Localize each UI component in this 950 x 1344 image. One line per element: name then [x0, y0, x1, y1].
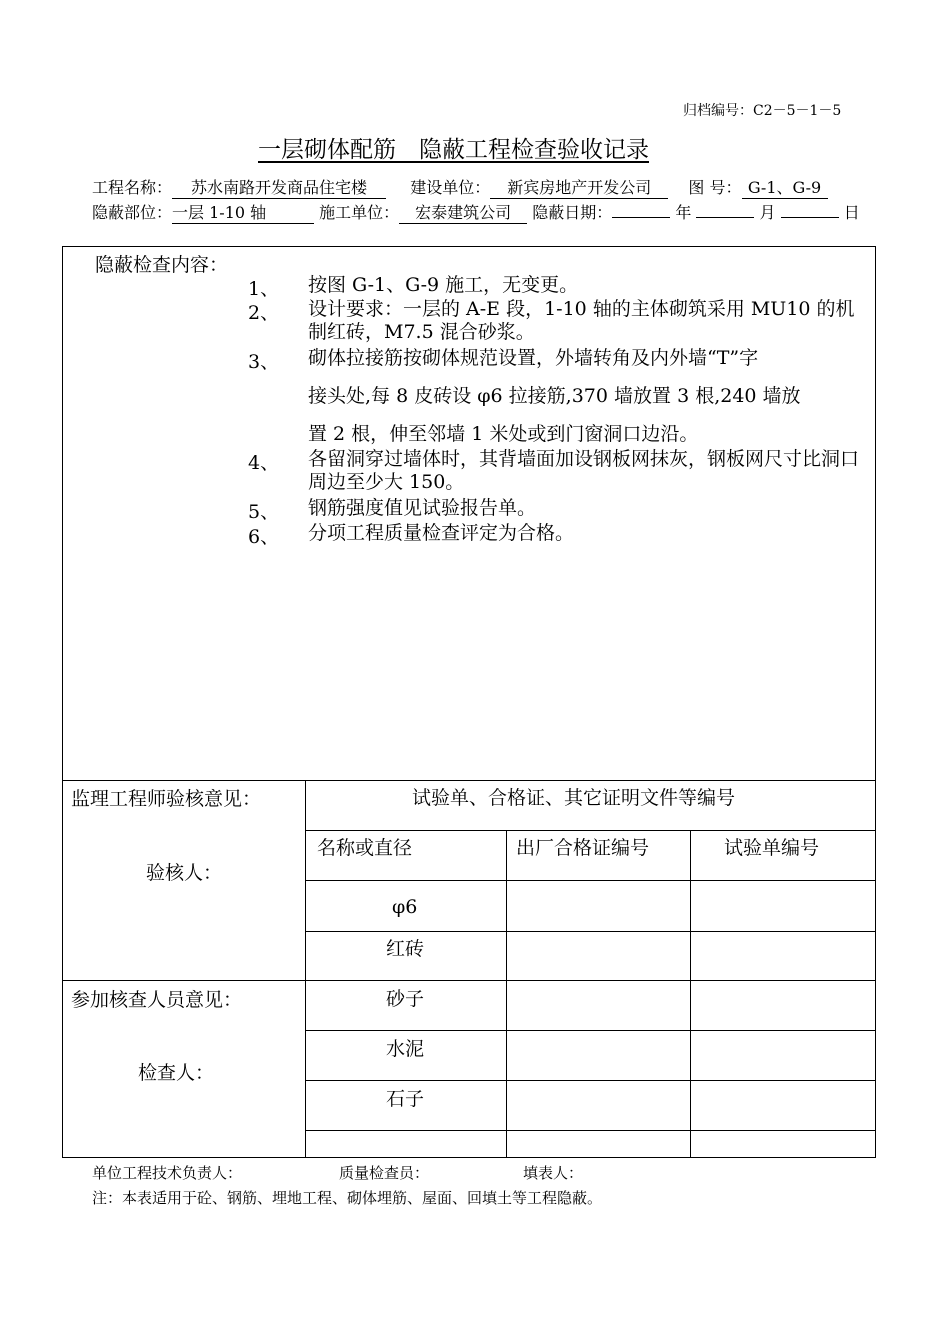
participants-opinion-label: 参加核查人员意见： — [71, 989, 243, 1011]
project-name-value: 苏水南路开发商品住宅楼 — [172, 175, 386, 199]
column-header-test: 试验单编号 — [724, 837, 820, 859]
table-row-name-3: 砂子 — [386, 988, 425, 1010]
item-number: 5、 — [248, 501, 280, 523]
divider-left-sections — [62, 980, 306, 981]
item-number: 2、 — [248, 302, 280, 324]
column-header-cert: 出厂合格证编号 — [516, 837, 650, 859]
item-text: 钢筋强度值见试验报告单。 — [308, 497, 537, 519]
date-day-label: 日 — [843, 203, 860, 222]
item-number: 3、 — [248, 351, 280, 373]
drawing-label: 图 号： — [688, 178, 742, 197]
date-year-blank — [612, 217, 670, 218]
divider-left-column — [305, 780, 306, 1157]
grid-line-7 — [305, 1130, 875, 1131]
grid-col-1 — [506, 830, 507, 1157]
project-name-label: 工程名称： — [92, 178, 173, 197]
location-value: 一层 1-10 轴 — [172, 200, 314, 224]
item-text: 设计要求：一层的 A-E 段，1-10 轴的主体砌筑采用 MU10 的机制红砖，M7.5 混合砂浆。 — [308, 298, 855, 343]
contractor-label: 施工单位： — [319, 203, 400, 222]
page-title: 一层砌体配筋 隐蔽工程检查验收记录 — [258, 137, 649, 163]
drawing-value: G-1、G-9 — [742, 175, 828, 199]
docs-table-title: 试验单、合格证、其它证明文件等编号 — [412, 787, 736, 809]
date-month-label: 月 — [759, 203, 776, 222]
supervisor-signer-label: 验核人： — [146, 862, 223, 884]
column-header-name: 名称或直径 — [317, 837, 413, 859]
location-label: 隐蔽部位： — [92, 203, 173, 222]
grid-line-1 — [305, 830, 875, 831]
date-day-blank — [781, 217, 839, 218]
location-row — [92, 200, 860, 224]
supervisor-opinion-label: 监理工程师验核意见： — [71, 788, 262, 810]
grid-line-6 — [305, 1080, 875, 1081]
grid-line-5 — [305, 1030, 875, 1031]
filler-label: 填表人： — [523, 1164, 584, 1182]
item-text: 各留洞穿过墙体时，其背墙面加设钢板网抹灰，钢板网尺寸比洞口周边至少大 150。 — [308, 448, 860, 493]
item-text: 分项工程质量检查评定为合格。 — [308, 522, 575, 544]
item-text-line-3: 置 2 根，伸至邻墙 1 米处或到门窗洞口边沿。 — [308, 423, 699, 445]
grid-line-2 — [305, 880, 875, 881]
item-number: 6、 — [248, 526, 280, 548]
grid-line-4 — [305, 980, 875, 981]
table-row-name-2: 红砖 — [386, 938, 425, 960]
tech-lead-label: 单位工程技术负责人： — [92, 1164, 243, 1182]
archive-number: 归档编号：C2－5－1－5 — [683, 103, 842, 119]
date-year-label: 年 — [675, 203, 692, 222]
grid-col-2 — [690, 830, 691, 1157]
builder-label: 建设单位： — [410, 178, 491, 197]
footnote: 注：本表适用于砼、钢筋、埋地工程、砌体埋筋、屋面、回填土等工程隐蔽。 — [92, 1189, 603, 1207]
builder-value: 新宾房地产开发公司 — [490, 175, 668, 199]
contractor-value: 宏泰建筑公司 — [399, 200, 527, 224]
inspector-label: 质量检查员： — [339, 1164, 430, 1182]
grid-line-3 — [305, 931, 875, 932]
project-name-row — [92, 175, 828, 199]
item-number: 4、 — [248, 452, 280, 474]
date-month-blank — [696, 217, 754, 218]
table-row-name-4: 水泥 — [386, 1038, 425, 1060]
participants-signer-label: 检查人： — [138, 1062, 215, 1084]
table-row-name-5: 石子 — [386, 1088, 425, 1110]
item-text: 按图 G-1、G-9 施工，无变更。 — [308, 274, 579, 296]
date-label: 隐蔽日期： — [532, 203, 613, 222]
item-text-line-1: 砌体拉接筋按砌体规范设置，外墙转角及内外墙“T”字 — [308, 347, 759, 369]
table-row-name-1: φ6 — [392, 896, 418, 918]
content-label: 隐蔽检查内容： — [95, 254, 229, 276]
item-number: 1、 — [248, 278, 280, 300]
divider-content — [62, 780, 875, 781]
item-text-line-2: 接头处,每 8 皮砖设 φ6 拉接筋,370 墙放置 3 根,240 墙放 — [308, 385, 801, 407]
record-table — [62, 246, 876, 1158]
